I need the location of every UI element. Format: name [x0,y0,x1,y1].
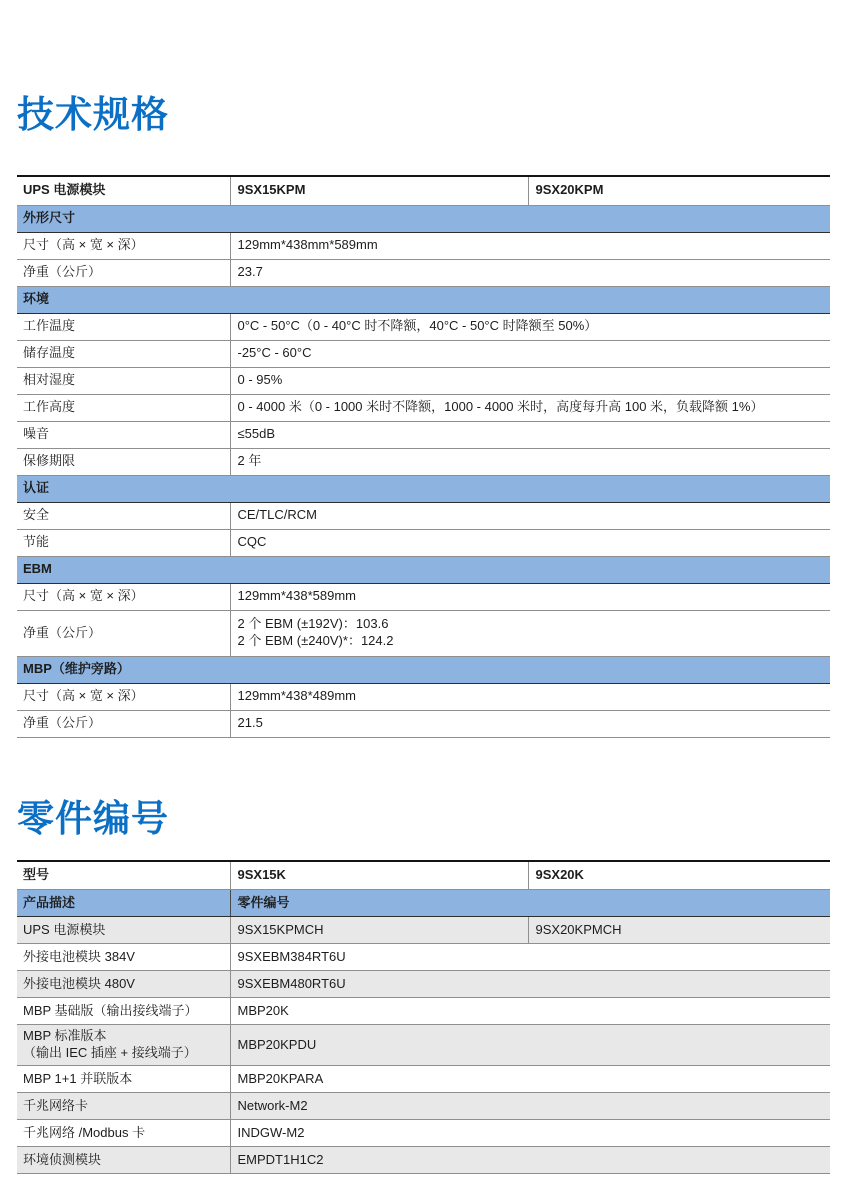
parts-model-col-9sx20k: 9SX20K [528,861,830,890]
table-row [17,583,830,610]
parts-subheader-description: 产品描述 [17,890,230,917]
table-row [17,1066,830,1093]
table-row [17,917,830,944]
row-label: 工作高度 [17,394,230,421]
table-row [17,448,830,475]
table-row [17,683,830,710]
parts-model-header-label: 型号 [17,861,230,890]
row-value: MBP20KPDU [230,1025,830,1066]
table-row [17,421,830,448]
row-value: EMPDT1H1C2 [230,1147,830,1174]
row-value-line2: 2 个 EBM (±240V)*：124.2 [237,633,394,648]
spec-section-header-ebm [17,556,830,583]
table-row [17,1093,830,1120]
row-value-2: 9SX20KPMCH [528,917,830,944]
row-value-line1: 2 个 EBM (±192V)：103.6 [237,616,389,632]
row-value: MBP20K [230,998,830,1025]
row-label: 工作温度 [17,313,230,340]
row-value: 9SXEBM384RT6U [230,944,830,971]
row-value: 2 年 [230,448,830,475]
row-label: 净重（公斤） [17,610,230,656]
row-label: 噪音 [17,421,230,448]
spec-model-header-label: UPS 电源模块 [17,176,230,205]
parts-table [17,860,830,1175]
spec-section-header-certifications [17,475,830,502]
table-row [17,340,830,367]
spec-section-header-dimensions [17,205,830,232]
spec-section-header-mbp [17,656,830,683]
row-label: 千兆网络卡 [17,1093,230,1120]
row-label: 保修期限 [17,448,230,475]
section-header-label: 外形尺寸 [17,205,830,232]
row-label: 环境侦测模块 [17,1147,230,1174]
parts-subheader-partnumber: 零件编号 [230,890,830,917]
table-row [17,313,830,340]
row-label: UPS 电源模块 [17,917,230,944]
row-label: 外接电池模块 384V [17,944,230,971]
row-value: ≤55dB [230,421,830,448]
row-label: MBP 1+1 并联版本 [17,1066,230,1093]
table-row [17,367,830,394]
row-value: INDGW-M2 [230,1120,830,1147]
table-row [17,1120,830,1147]
row-label-line2: （输出 IEC 插座 + 接线端子） [23,1045,197,1060]
row-value: 0 - 4000 米（0 - 1000 米时不降额，1000 - 4000 米时，高度每升高 100 米，负载降额 1%） [230,394,830,421]
table-row [17,710,830,737]
row-value: MBP20KPARA [230,1066,830,1093]
row-label-line1: MBP 标准版本 [23,1028,107,1044]
row-label: 节能 [17,529,230,556]
row-value: 0°C - 50°C（0 - 40°C 时不降额，40°C - 50°C 时降额至 50%） [230,313,830,340]
row-value: -25°C - 60°C [230,340,830,367]
row-value: 9SX15KPMCH [230,917,528,944]
row-label: 千兆网络 /Modbus 卡 [17,1120,230,1147]
table-row [17,259,830,286]
parts-section-title: 零件编号 [17,797,169,839]
section-header-label: EBM [17,556,830,583]
section-header-label: MBP（维护旁路） [17,656,830,683]
spec-model-col-9sx15kpm: 9SX15KPM [230,176,528,205]
parts-model-header-row [17,861,830,890]
row-value: Network-M2 [230,1093,830,1120]
row-label: 储存温度 [17,340,230,367]
spec-model-header-row [17,176,830,205]
row-label: 净重（公斤） [17,259,230,286]
row-label: 尺寸（高 × 宽 × 深） [17,232,230,259]
table-row [17,502,830,529]
table-row [17,394,830,421]
parts-subheader-row [17,890,830,917]
row-label: 相对湿度 [17,367,230,394]
row-value: 129mm*438*489mm [230,683,830,710]
row-label: MBP 基础版（输出接线端子） [17,998,230,1025]
row-label: 外接电池模块 480V [17,971,230,998]
row-value: CE/TLC/RCM [230,502,830,529]
row-label: 安全 [17,502,230,529]
row-label: 尺寸（高 × 宽 × 深） [17,683,230,710]
row-value: 21.5 [230,710,830,737]
spec-section-title: 技术规格 [17,94,169,135]
row-label [17,1025,230,1066]
row-label: 尺寸（高 × 宽 × 深） [17,583,230,610]
row-value: CQC [230,529,830,556]
table-row [17,610,830,656]
spec-section-header-environment [17,286,830,313]
section-header-label: 认证 [17,475,830,502]
row-value: 129mm*438*589mm [230,583,830,610]
table-row [17,1147,830,1174]
table-row [17,944,830,971]
row-value [230,610,830,656]
row-value: 9SXEBM480RT6U [230,971,830,998]
row-label: 净重（公斤） [17,710,230,737]
table-row [17,529,830,556]
row-value: 129mm*438mm*589mm [230,232,830,259]
section-header-label: 环境 [17,286,830,313]
spec-table [17,175,830,738]
parts-model-col-9sx15k: 9SX15K [230,861,528,890]
row-value: 23.7 [230,259,830,286]
table-row [17,1025,830,1066]
row-value: 0 - 95% [230,367,830,394]
spec-model-col-9sx20kpm: 9SX20KPM [528,176,830,205]
table-row [17,971,830,998]
table-row [17,998,830,1025]
table-row [17,232,830,259]
